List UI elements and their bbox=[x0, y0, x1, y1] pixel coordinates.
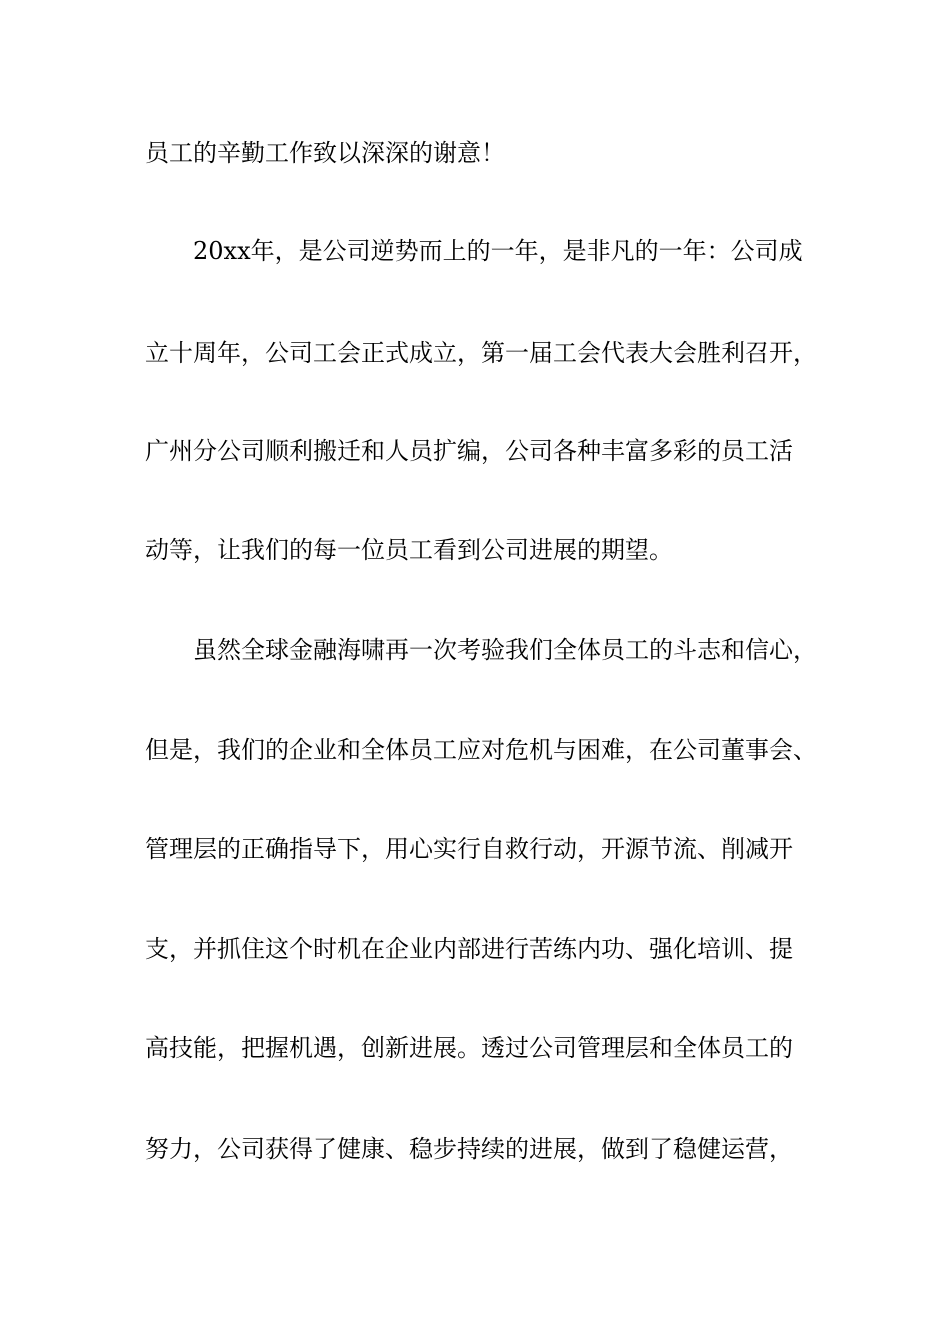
text-line: 高技能，把握机遇，创新进展。透过公司管理层和全体员工的 bbox=[145, 1034, 793, 1062]
text-line: 努力，公司获得了健康、稳步持续的进展，做到了稳健运营， bbox=[145, 1135, 793, 1163]
text-line: 支，并抓住这个时机在企业内部进行苦练内功、强化培训、提 bbox=[145, 935, 793, 963]
paragraph-start-line: 20xx年，是公司逆势而上的一年，是非凡的一年：公司成 bbox=[193, 237, 803, 265]
text-line: 广州分公司顺利搬迁和人员扩编，公司各种丰富多彩的员工活 bbox=[145, 437, 793, 465]
text-line: 员工的辛勤工作致以深深的谢意！ bbox=[145, 139, 505, 167]
text-line: 管理层的正确指导下，用心实行自救行动，开源节流、削减开 bbox=[145, 835, 793, 863]
text-line: 立十周年，公司工会正式成立，第一届工会代表大会胜利召开， bbox=[145, 339, 817, 367]
paragraph-start-line: 虽然全球金融海啸再一次考验我们全体员工的斗志和信心， bbox=[193, 636, 817, 664]
text-line: 但是，我们的企业和全体员工应对危机与困难，在公司董事会、 bbox=[145, 736, 817, 764]
text-line: 动等，让我们的每一位员工看到公司进展的期望。 bbox=[145, 536, 673, 564]
